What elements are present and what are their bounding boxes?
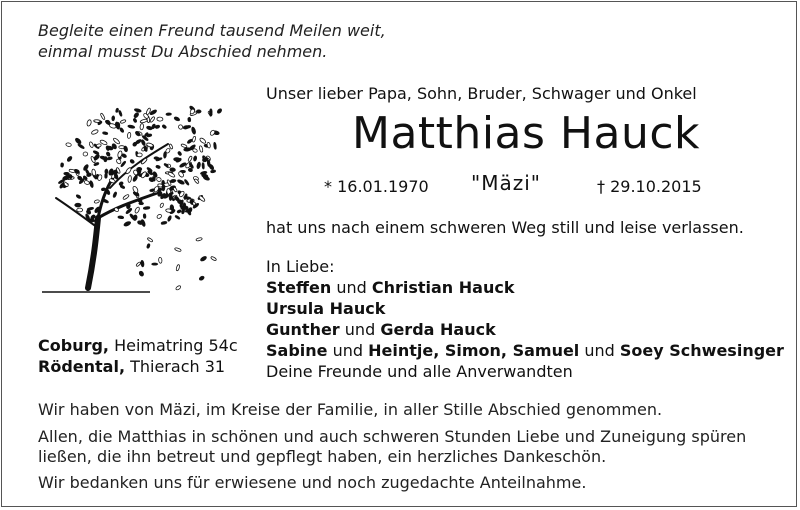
leaf-mark — [188, 156, 193, 162]
leaf-mark — [209, 109, 212, 117]
leaf-mark — [119, 127, 125, 133]
leaf-mark — [147, 237, 153, 242]
leaf-mark — [106, 151, 111, 157]
leaf-mark — [146, 243, 150, 248]
leaf-mark — [178, 124, 184, 130]
motto-line-2: einmal musst Du Abschied nehmen. — [38, 42, 328, 61]
leaf-mark — [200, 255, 208, 262]
leaf-mark — [181, 143, 188, 148]
leaf-mark — [163, 163, 168, 168]
leaf-mark — [191, 127, 197, 135]
leaf-mark — [111, 116, 114, 121]
address-city: Rödental, — [38, 357, 126, 376]
mourner-name: Ursula Hauck — [266, 299, 386, 318]
leaf-mark — [199, 137, 207, 144]
leaf-mark — [86, 119, 92, 126]
leaf-mark — [177, 209, 182, 213]
leaf-mark — [210, 256, 216, 261]
leaf-mark — [118, 215, 124, 219]
leaf-mark — [136, 262, 141, 267]
mourner-name: Gunther — [266, 320, 340, 339]
leaf-mark — [123, 194, 130, 200]
passage-text: hat uns nach einem schweren Weg still und leise verlassen. — [266, 218, 744, 237]
leaf-mark — [66, 155, 73, 162]
leaf-mark — [143, 214, 146, 219]
footer-line-4: Wir bedanken uns für erwiesene und noch zugedachte Anteilnahme. — [38, 473, 587, 492]
mourner-line-2 — [266, 298, 784, 319]
leaf-mark — [132, 186, 139, 194]
leaf-mark — [193, 156, 197, 162]
mourner-line-5: Deine Freunde und alle Anverwandten — [266, 362, 573, 381]
footer-line-2: Allen, die Matthias in schönen und auch schweren Stunden Liebe und Zuneigung spüren — [38, 427, 747, 446]
leaf-mark — [176, 264, 180, 271]
leaf-mark — [209, 129, 215, 136]
leaf-mark — [77, 208, 83, 212]
leaf-mark — [102, 131, 108, 134]
mourner-line-1 — [266, 277, 784, 298]
mourner-name: Sabine — [266, 341, 328, 360]
leaf-mark — [83, 152, 88, 156]
leaf-mark — [74, 137, 82, 145]
address-city: Coburg, — [38, 336, 109, 355]
mourner-line-4 — [266, 340, 784, 361]
leaf-mark — [138, 270, 144, 277]
conjunction: und — [339, 320, 381, 339]
leaf-mark — [66, 143, 72, 147]
leaf-mark — [187, 138, 193, 144]
leaf-mark — [166, 113, 172, 116]
leaf-mark — [152, 177, 155, 182]
leaf-mark — [87, 207, 94, 211]
leaf-mark — [123, 146, 128, 153]
leaf-mark — [93, 150, 100, 155]
leaf-mark — [213, 142, 217, 149]
leaf-mark — [140, 119, 148, 124]
mourner-name: Steffen — [266, 278, 332, 297]
leaf-mark — [112, 191, 117, 198]
leaf-mark — [152, 263, 158, 265]
leaf-mark — [91, 129, 99, 135]
leaf-mark — [125, 167, 132, 175]
mourner-line-3 — [266, 319, 784, 340]
leaf-mark — [133, 118, 138, 123]
leaf-mark — [89, 141, 94, 148]
leaf-mark — [198, 195, 205, 202]
leaf-mark — [158, 257, 162, 263]
leaf-mark — [160, 203, 165, 208]
leaf-mark — [136, 167, 142, 171]
leaf-mark — [89, 180, 94, 188]
leaf-mark — [96, 143, 101, 147]
motto-line-1: Begleite einen Freund tausend Meilen weit, — [38, 21, 386, 40]
intro-line: Unser lieber Papa, Sohn, Bruder, Schwager und Onkel — [266, 84, 697, 103]
leaf-mark — [162, 124, 167, 129]
leaf-mark — [77, 143, 85, 149]
footer-line-1: Wir haben von Mäzi, im Kreise der Familie, in aller Stille Abschied genommen. — [38, 400, 663, 419]
leaf-mark — [149, 116, 155, 123]
leaf-mark — [156, 177, 162, 182]
mourners-heading: In Liebe: — [266, 257, 335, 276]
leaf-mark — [140, 123, 144, 130]
address-line-1 — [38, 336, 238, 355]
birth-date: * 16.01.1970 — [324, 177, 429, 196]
leaf-mark — [155, 165, 160, 169]
leaf-mark — [129, 159, 135, 164]
leaf-mark — [76, 194, 82, 199]
leaf-mark — [192, 148, 197, 153]
leaf-mark — [196, 237, 203, 241]
leaf-mark — [177, 151, 182, 156]
leaf-mark — [163, 151, 167, 158]
leaf-mark — [157, 117, 163, 121]
leaf-mark — [123, 220, 131, 227]
leaf-mark — [177, 179, 185, 185]
leaf-mark — [216, 108, 222, 114]
leaf-mark — [134, 108, 142, 113]
mourner-name: Soey Schwesinger — [619, 341, 784, 360]
leaf-mark — [120, 119, 126, 124]
leaf-mark — [173, 187, 178, 192]
leaf-mark — [167, 215, 172, 222]
windblown-tree-icon — [38, 88, 224, 300]
leaf-mark — [115, 108, 119, 113]
leaf-mark — [192, 136, 196, 142]
leaf-mark — [128, 175, 132, 182]
leaf-mark — [140, 171, 147, 179]
mourner-name: Christian Hauck — [371, 278, 515, 297]
mourner-name: Gerda Hauck — [380, 320, 496, 339]
leaf-mark — [173, 116, 180, 122]
leaf-mark — [75, 203, 82, 207]
footer-line-3: ließen, die ihn betreut und gepflegt haben, ein herzliches Dankeschön. — [38, 447, 607, 466]
leaf-mark — [199, 146, 203, 153]
leaf-mark — [103, 156, 107, 162]
leaf-mark — [175, 215, 181, 220]
leaf-mark — [85, 169, 90, 176]
leaf-mark — [84, 180, 90, 185]
leaf-mark — [156, 214, 162, 220]
leaf-mark — [175, 285, 181, 291]
leaf-mark — [132, 175, 138, 182]
leaf-mark — [140, 260, 144, 267]
leaf-mark — [137, 153, 142, 157]
leaf-mark — [105, 169, 108, 174]
leaf-mark — [127, 124, 135, 128]
death-date: † 29.10.2015 — [597, 177, 702, 196]
conjunction: und — [579, 341, 620, 360]
mourners-list — [266, 256, 784, 382]
address-line-2 — [38, 357, 225, 376]
leaf-mark — [198, 275, 204, 281]
leaf-mark — [107, 156, 113, 160]
leaf-mark — [127, 132, 131, 138]
leaf-mark — [134, 206, 140, 213]
leaf-mark — [91, 169, 96, 176]
leaf-mark — [188, 117, 191, 122]
leaf-mark — [100, 113, 105, 120]
leaf-mark — [133, 112, 140, 119]
conjunction: und — [327, 341, 369, 360]
leaf-mark — [118, 110, 122, 117]
leaf-mark — [210, 170, 216, 174]
address-street: Thierach 31 — [125, 357, 226, 376]
leaf-mark — [184, 179, 190, 186]
leaf-mark — [94, 199, 100, 203]
mourner-name: Heintje, Simon, Samuel — [368, 341, 580, 360]
leaf-mark — [173, 157, 180, 161]
leaf-mark — [117, 150, 123, 157]
leaf-mark — [196, 162, 201, 169]
leaf-mark — [174, 247, 181, 252]
conjunction: und — [331, 278, 372, 297]
leaf-mark — [202, 162, 205, 169]
address-street: Heimatring 54c — [109, 336, 238, 355]
leaf-mark — [60, 163, 64, 168]
leaf-mark — [161, 221, 167, 225]
leaf-mark — [143, 206, 150, 210]
leaf-mark — [170, 168, 176, 172]
leaf-mark — [134, 130, 141, 137]
leaf-mark — [203, 175, 211, 181]
nickname: "Mäzi" — [471, 171, 541, 195]
deceased-name: Matthias Hauck — [352, 108, 701, 159]
leaf-mark — [140, 139, 146, 146]
